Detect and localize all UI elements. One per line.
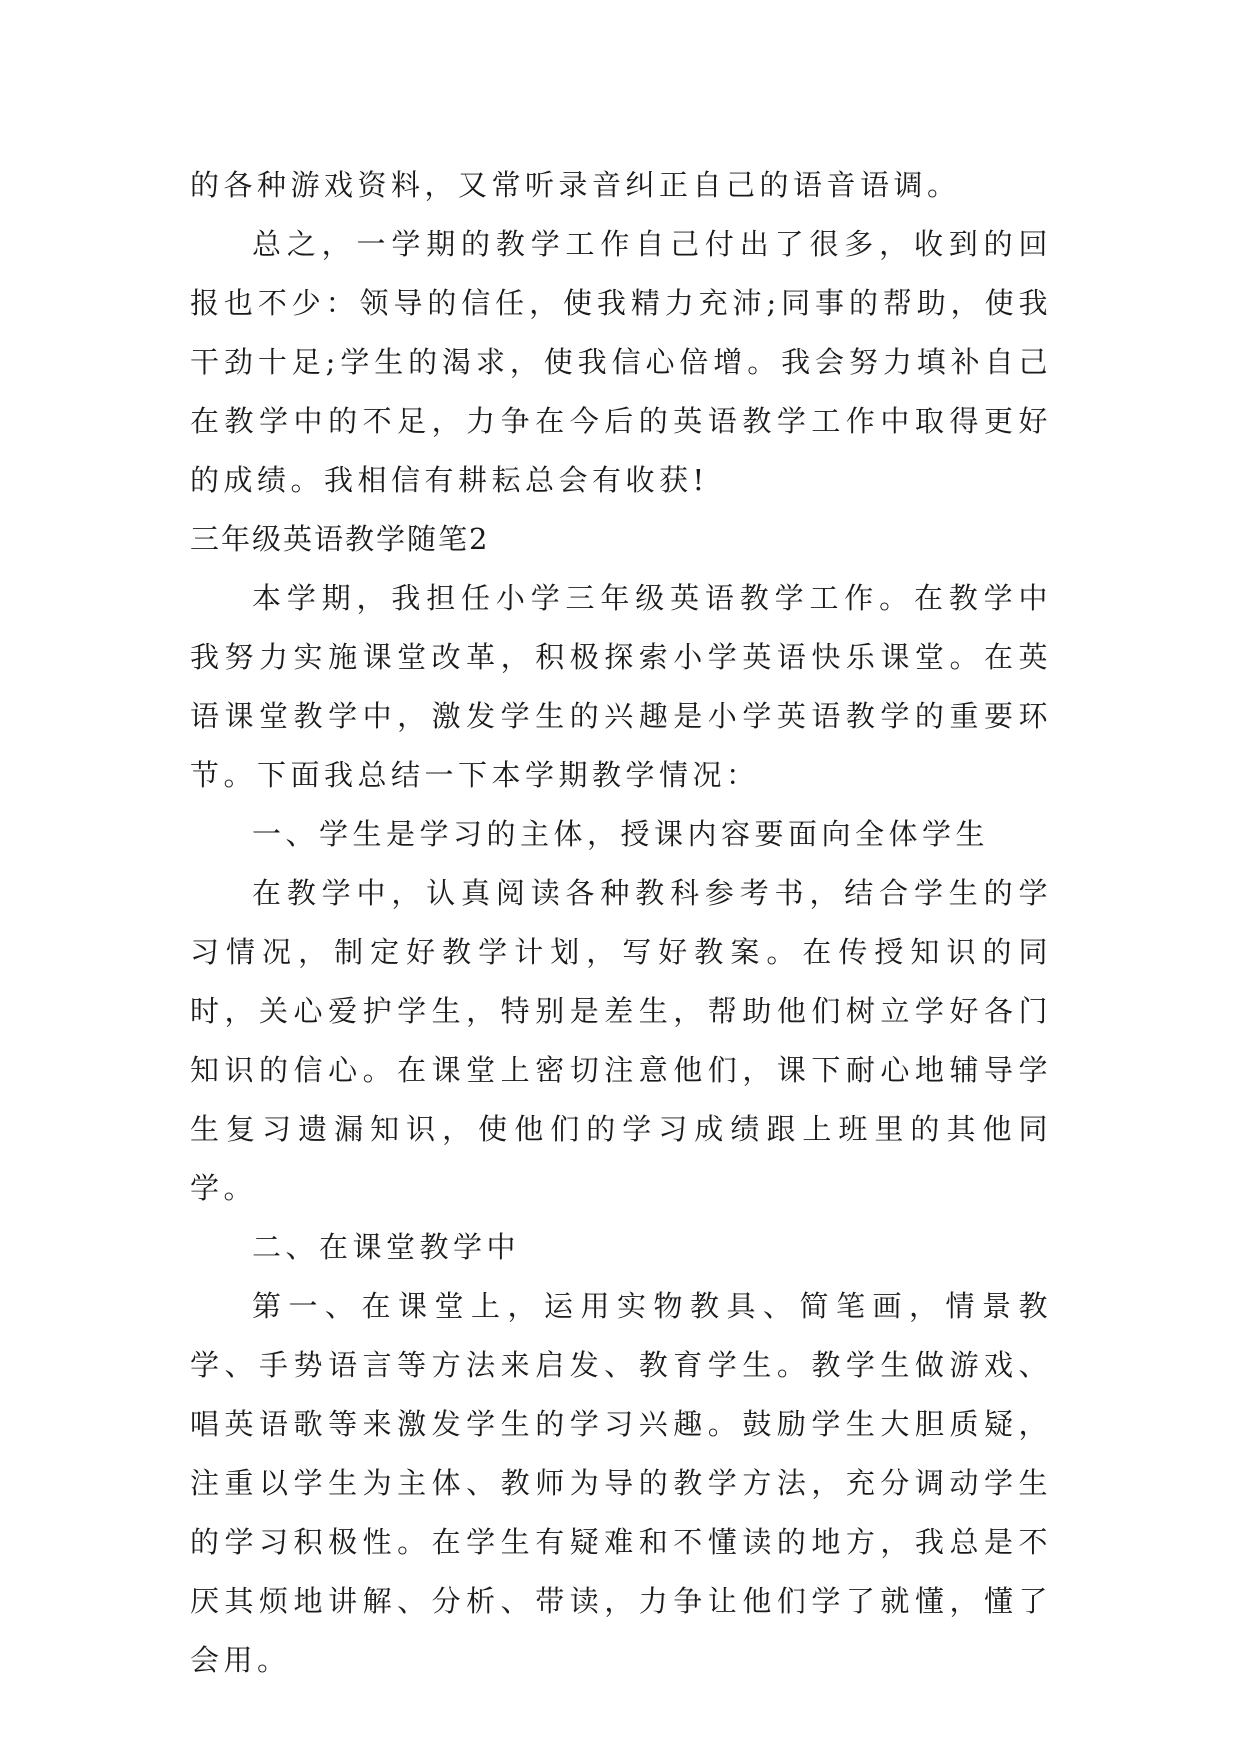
paragraph-summary: 总之，一学期的教学工作自己付出了很多，收到的回报也不少：领导的信任，使我精力充沛;同事的帮助，使我干劲十足;学生的渴求，使我信心倍增。我会努力填补自己在教学中的不足，力争在今后的英语教学工作中取得更好的成绩。我相信有耕耘总会有收获! bbox=[190, 227, 1052, 497]
subheading-one: 一、学生是学习的主体，授课内容要面向全体学生 bbox=[252, 817, 990, 851]
section-title: 三年级英语教学随笔2 bbox=[190, 522, 490, 556]
document-body bbox=[190, 156, 1052, 1690]
paragraph-classroom: 第一、在课堂上，运用实物教具、简笔画，情景教学、手势语言等方法来启发、教育学生。教学生做游戏、唱英语歌等来激发学生的学习兴趣。鼓励学生大胆质疑，注重以学生为主体、教师为导的教学方法，充分调动学生的学习积极性。在学生有疑难和不懂读的地方，我总是不厌其烦地讲解、分析、带读，力争让他们学了就懂，懂了会用。 bbox=[190, 1289, 1052, 1677]
subheading-two: 二、在课堂教学中 bbox=[252, 1230, 521, 1264]
paragraph-continuation: 的各种游戏资料，又常听录音纠正自己的语音语调。 bbox=[190, 168, 961, 202]
paragraph-teaching: 在教学中，认真阅读各种教科参考书，结合学生的学习情况，制定好教学计划，写好教案。在传授知识的同时，关心爱护学生，特别是差生，帮助他们树立学好各门知识的信心。在课堂上密切注意他们，课下耐心地辅导学生复习遗漏知识，使他们的学习成绩跟上班里的其他同学。 bbox=[190, 876, 1052, 1205]
paragraph-intro: 本学期，我担任小学三年级英语教学工作。在教学中我努力实施课堂改革，积极探索小学英语快乐课堂。在英语课堂教学中，激发学生的兴趣是小学英语教学的重要环节。下面我总结一下本学期教学情况： bbox=[190, 581, 1052, 792]
